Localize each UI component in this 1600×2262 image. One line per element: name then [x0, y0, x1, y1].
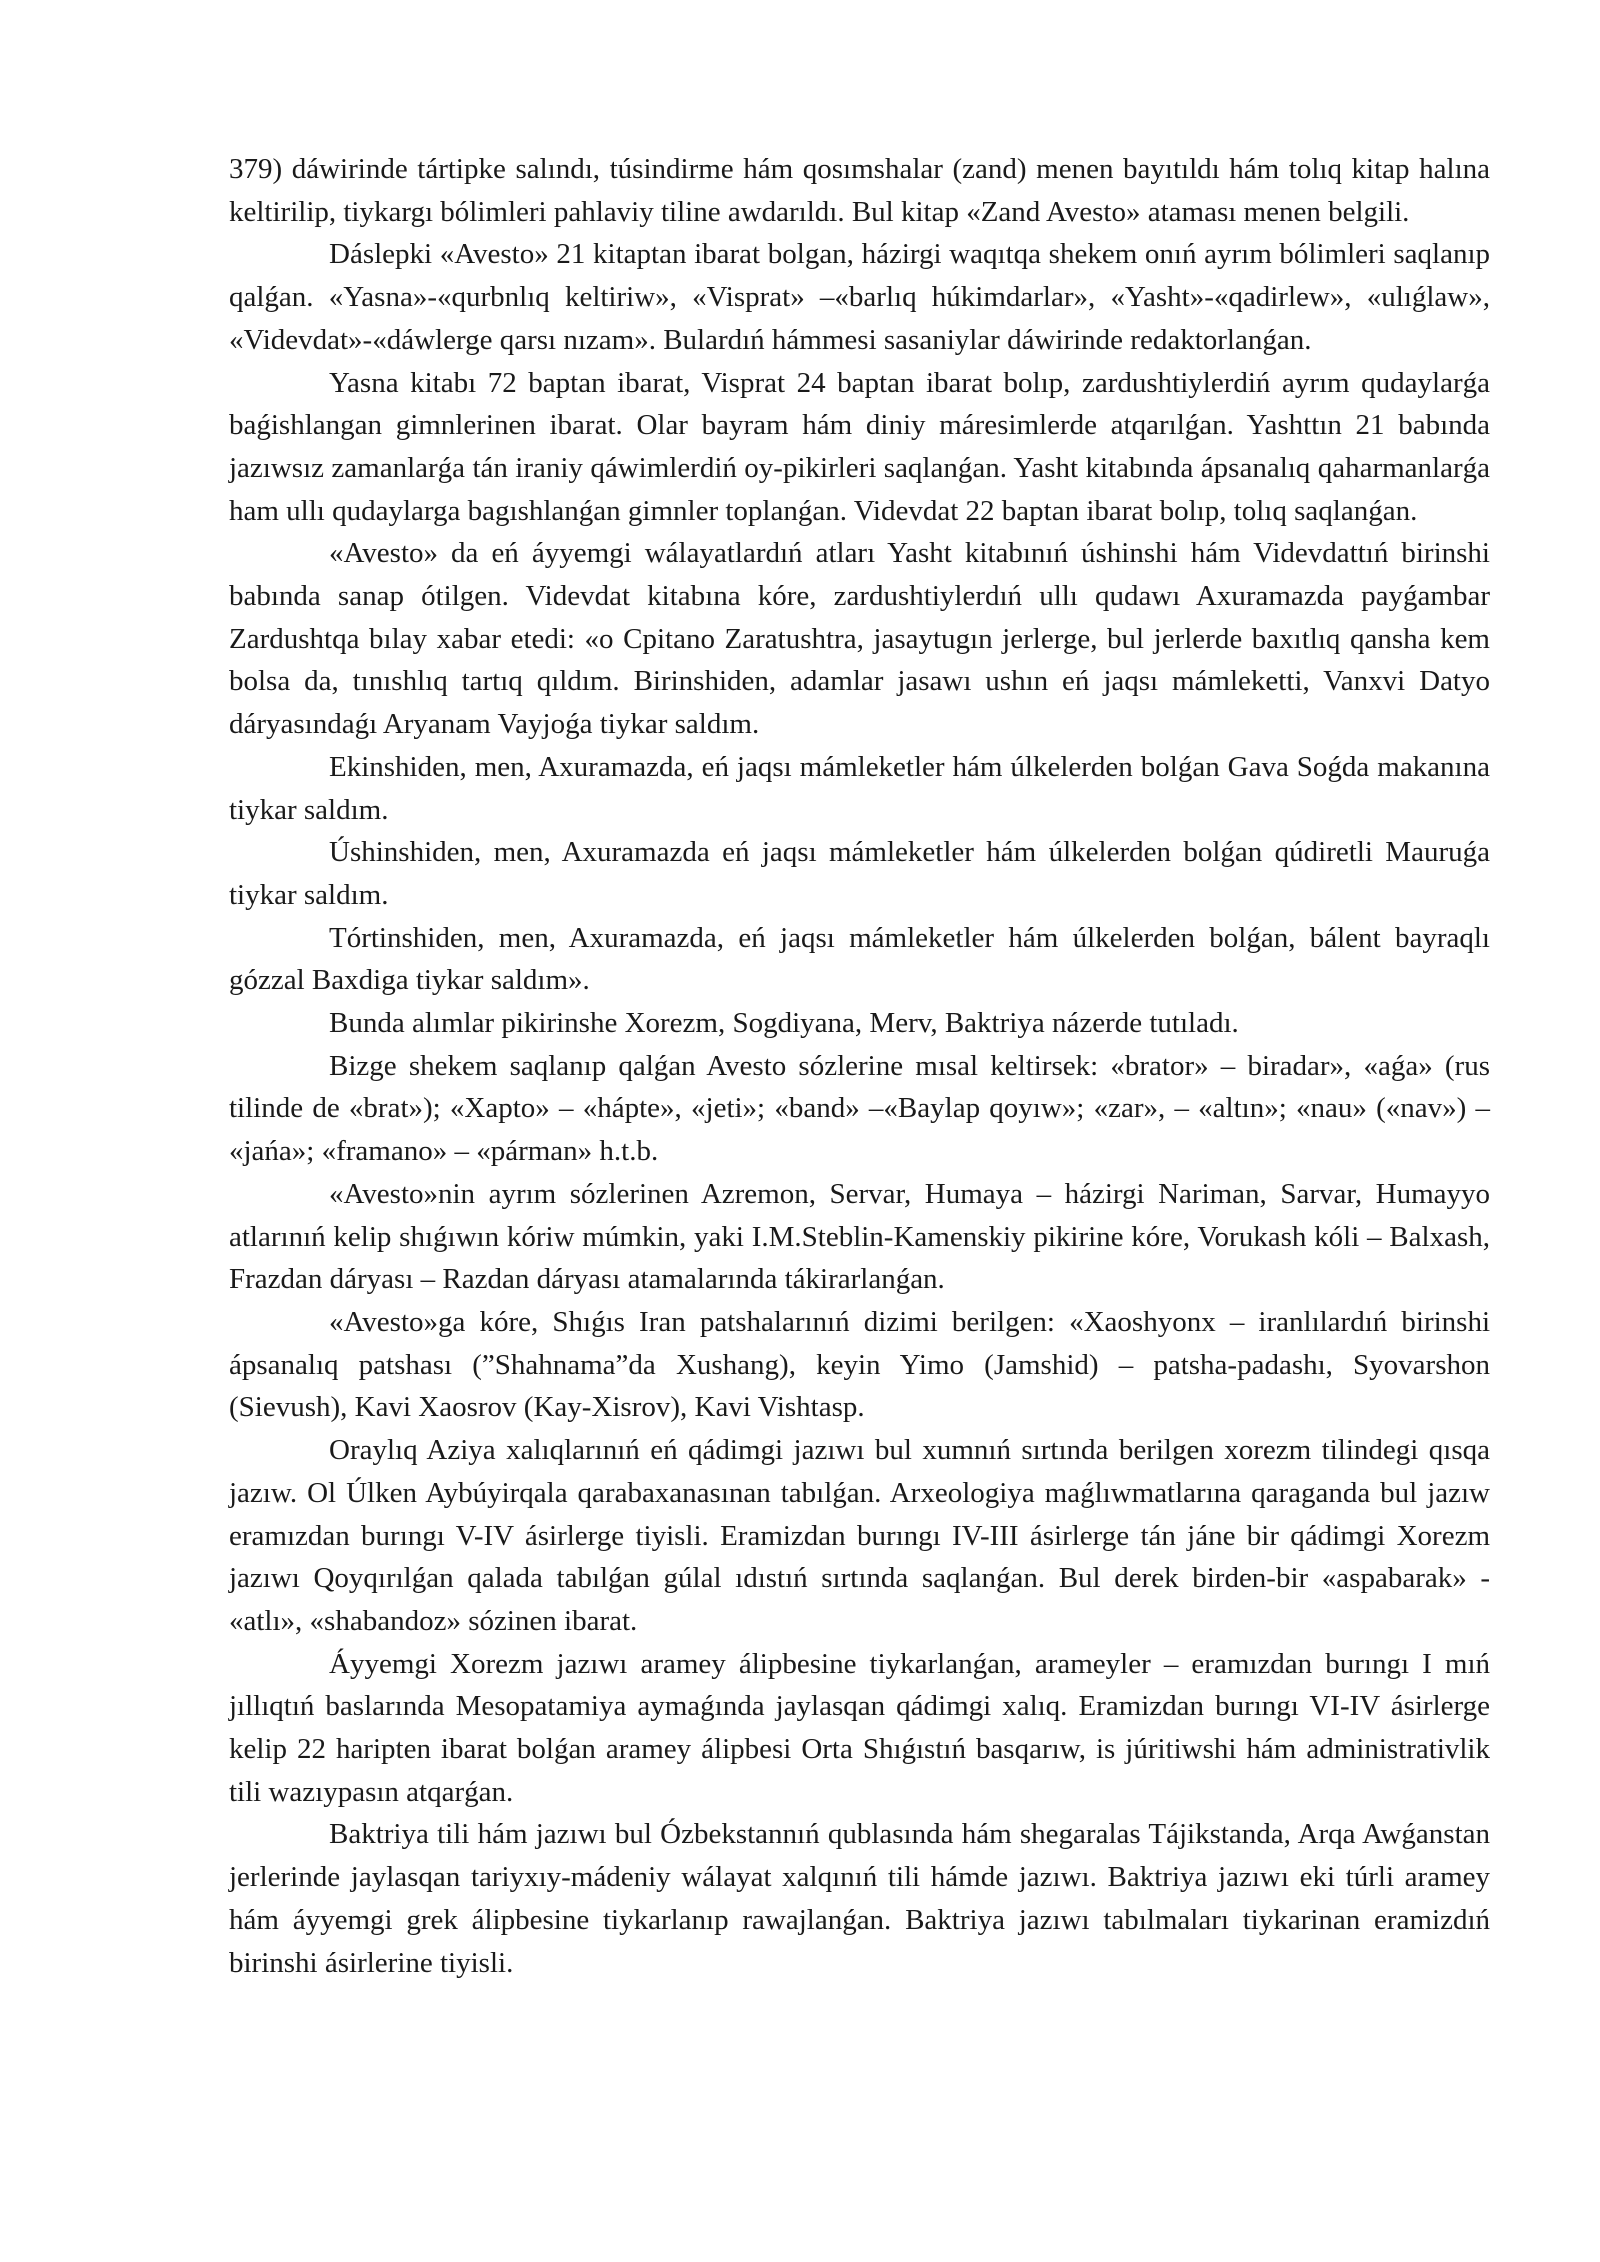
document-body	[229, 148, 1490, 1984]
paragraph-3: Yasna kitabı 72 baptan ibarat, Visprat 24 baptan ibarat bolıp, zardushtiylerdiń ayrım qudaylarǵa baǵishlangan gimnlerinen ibarat. Olar bayram hám diniy máresimlerde atqarılǵan. Yashttın 21 babında jazıwsız zamanlarǵa tán iraniy qáwimlerdiń oy-pikirleri saqlanǵan. Yasht kitabında ápsanalıq qaharmanlarǵa ham ullı qudaylarga bagıshlanǵan gimnler toplanǵan. Videvdat 22 baptan ibarat bolıp, tolıq saqlanǵan.	[229, 366, 1490, 527]
paragraph-2: Dáslepki «Avesto» 21 kitaptan ibarat bolgan, házirgi waqıtqa shekem onıń ayrım bólimleri saqlanıp qalǵan. «Yasna»-«qurbnlıq keltiriw», «Visprat» –«barlıq húkimdarlar», «Yasht»-«qadirlew», «ulıǵlaw», «Videvdat»-«dáwlerge qarsı nızam». Bulardıń hámmesi sasaniylar dáwirinde redaktorlanǵan.	[229, 238, 1490, 356]
paragraph-6: Úshinshiden, men, Axuramazda eń jaqsı mámleketler hám úlkelerden bolǵan qúdiretli Mauruǵa tiykar saldım.	[229, 836, 1490, 911]
paragraph-14: Baktriya tili hám jazıwı bul Ózbekstannıń qublasında hám shegaralas Tájikstanda, Arqa Awǵanstan jerlerinde jaylasqan tariyxıy-mádeniy wálayat xalqınıń tili hámde jazıwı. Baktriya jazıwı eki túrli aramey hám áyyemgi grek álipbesine tiykarlanıp rawajlanǵan. Baktriya jazıwı tabılmaları tiykarinan eramizdıń birinshi ásirlerine tiyisli.	[229, 1818, 1490, 1979]
paragraph-10: «Avesto»nin ayrım sózlerinen Azremon, Servar, Humaya – házirgi Nariman, Sarvar, Humayyo atlarınıń kelip shıǵıwın kóriw múmkin, yaki I.M.Steblin-Kamenskiy pikirine kóre, Vorukash kóli – Balxash, Frazdan dáryası – Razdan dáryası atamalarında tákirarlanǵan.	[229, 1177, 1490, 1296]
paragraph-8: Bunda alımlar pikirinshe Xorezm, Sogdiyana, Merv, Baktriya názerde tutıladı.	[329, 1007, 1239, 1040]
paragraph-7: Tórtinshiden, men, Axuramazda, eń jaqsı mámleketler hám úlkelerden bolǵan, bálent bayraqlı gózzal Baxdiga tiykar saldım».	[229, 921, 1490, 997]
paragraph-4: «Avesto» da eń áyyemgi wálayatlardıń atları Yasht kitabınıń úshinshi hám Videvdattıń birinshi babında sanap ótilgen. Videvdat kitabına kóre, zardushtiylerdıń ullı qudawı Axuramazda payǵambar Zardushtqa bılay xabar etedi: «o Cpitano Zaratushtra, jasaytugın jerlerge, bul jerlerde baxıtlıq qansha kem bolsa da, tınıshlıq tartıq qıldım. Birinshiden, adamlar jasawı ushın eń jaqsı mámleketti, Vanxvi Datyo dáryasındaǵı Aryanam Vayjoǵa tiykar saldım.	[229, 537, 1490, 741]
paragraph-1: 379) dáwirinde tártipke salındı, túsindirme hám qosımshalar (zand) menen bayıtıldı hám tolıq kitap halına keltirilip, tiykargı bólimleri pahlaviy tiline awdarıldı. Bul kitap «Zand Avesto» ataması menen belgili.	[229, 153, 1490, 228]
paragraph-12: Oraylıq Aziya xalıqlarınıń eń qádimgi jazıwı bul xumnıń sırtında berilgen xorezm tilindegi qısqa jazıw. Ol Úlken Aybúyirqala qarabaxanasınan tabılǵan. Arxeologiya maǵlıwmatlarına qaraganda bul jazıw eramızdan burıngı V-IV ásirlerge tiyisli. Eramizdan burıngı IV-III ásirlerge tán jáne bir qádimgi Xorezm jazıwı Qoyqırılǵan qalada tabılǵan gúlal ıdıstıń sırtında saqlanǵan. Bul derek birden-bir «aspabarak» - «atlı», «shabandoz» sózinen ibarat.	[229, 1434, 1490, 1637]
paragraph-9: Bizge shekem saqlanıp qalǵan Avesto sózlerine mısal keltirsek: «brator» – biradar», «aǵa» (rus tilinde de «brat»); «Xapto» – «hápte», «jeti»; «band» –«Baylap qoyıw»; «zar», – «altın»; «nau» («nav») – «jańa»; «framano» – «párman» h.t.b.	[229, 1049, 1490, 1168]
paragraph-11: «Avesto»ga kóre, Shıǵıs Iran patshalarınıń dizimi berilgen: «Xaoshyonx – iranlılardıń birinshi ápsanalıq patshası (”Shahnama”da Xushang), keyin Yimo (Jamshid) – patsha-padashı, Syovarshon (Sievush), Kavi Xaosrov (Kay-Xisrov), Kavi Vishtasp.	[229, 1305, 1490, 1424]
paragraph-13: Áyyemgi Xorezm jazıwı aramey álipbesine tiykarlanǵan, arameyler – eramızdan burıngı I mıń jıllıqtıń baslarında Mesopatamiya aymaǵında jaylasqan qádimgi xalıq. Eramizdan burıngı VI-IV ásirlerge kelip 22 haripten ibarat bolǵan aramey álipbesi Orta Shıǵıstıń basqarıw, is júritiwshi hám administrativlik tili wazıypasın atqarǵan.	[229, 1647, 1490, 1808]
paragraph-5: Ekinshiden, men, Axuramazda, eń jaqsı mámleketler hám úlkelerden bolǵan Gava Soǵda makanına tiykar saldım.	[229, 750, 1490, 826]
